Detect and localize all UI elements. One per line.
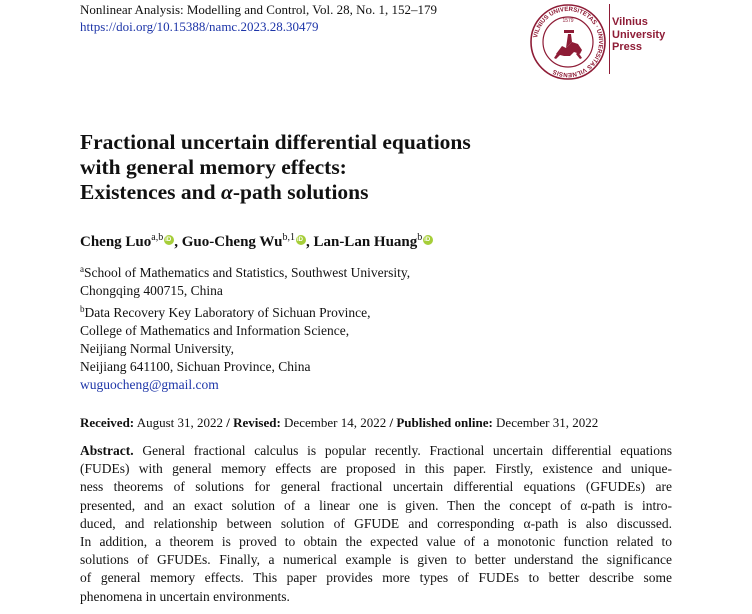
- abstract-line: phenomena in uncertain environments.: [80, 588, 290, 604]
- orcid-icon[interactable]: [164, 235, 174, 245]
- published-label: Published online:: [396, 415, 493, 430]
- publisher-name: [612, 16, 665, 54]
- author-affiliation-marker: b,1: [282, 232, 295, 243]
- seal-ring-text: VILNIUS UNIVERSITETAS · UNIVERSITAS VILNENSIS: [532, 5, 605, 79]
- abstract: [80, 442, 672, 606]
- affiliation-marker: a: [80, 264, 84, 274]
- affiliation-line: Neijiang Normal University,: [80, 341, 234, 356]
- seal-year: 1579: [562, 18, 574, 24]
- revised-label: Revised:: [233, 415, 281, 430]
- abstract-line: presented, and an exact solution of a linear one is given. Then the concept of α-path is intro-: [80, 497, 672, 513]
- orcid-icon[interactable]: [296, 235, 306, 245]
- orcid-icon[interactable]: [423, 235, 433, 245]
- abstract-line: of general memory effects. This paper provides more types of FUDEs to better describe some: [80, 570, 672, 586]
- affiliation-marker: b: [80, 304, 85, 314]
- affiliation-line: Data Recovery Key Laboratory of Sichuan Province,: [84, 305, 371, 320]
- affiliation-line: Neijiang 641100, Sichuan Province, China: [80, 359, 311, 374]
- received-date: August 31, 2022: [136, 415, 223, 430]
- author-name: Cheng Luo: [80, 234, 152, 250]
- journal-citation: Nonlinear Analysis: Modelling and Control, Vol. 28, No. 1, 152–179: [80, 2, 438, 17]
- seal-icon: [528, 2, 608, 82]
- publisher-line-3: Press: [612, 41, 642, 53]
- abstract-line: duced, and relationship between solution of GFUDE and corresponding α-path is also discussed.: [80, 515, 672, 531]
- published-date: December 31, 2022: [496, 415, 599, 430]
- title-line-3: [80, 180, 471, 205]
- publisher-line-2: University: [612, 28, 666, 41]
- email-link[interactable]: wuguocheng@gmail.com: [80, 377, 219, 392]
- affiliation-line: Chongqing 400715, China: [80, 283, 223, 298]
- revised-date: December 14, 2022: [284, 415, 387, 430]
- doi-link[interactable]: https://doi.org/10.15388/namc.2023.28.30479: [80, 19, 319, 34]
- title-line-1: Fractional uncertain differential equations: [80, 130, 471, 154]
- abstract-line: solutions of GFUDEs. Finally, a numerical example is given to better understand the significance: [80, 552, 672, 568]
- author-affiliation-marker: b: [417, 232, 423, 243]
- received-label: Received:: [80, 415, 135, 430]
- author-affiliation-marker: a,b: [151, 232, 164, 243]
- date-separator: /: [226, 415, 230, 430]
- title-alpha-symbol: α: [220, 180, 233, 204]
- abstract-line: ness theorems of solutions for general fractional uncertain differential equations (GFUDEs) are: [80, 479, 672, 495]
- paper-title: [80, 130, 471, 205]
- title-line-2: with general memory effects:: [80, 155, 347, 179]
- abstract-line: [80, 442, 672, 460]
- date-separator: /: [389, 415, 394, 430]
- title-line-3-prefix: Existences and: [80, 180, 221, 204]
- abstract-line: (FUDEs) with general memory effects are proposed in this paper. Firstly, existence and unique-: [80, 461, 672, 477]
- author-name: Guo-Cheng Wu: [181, 234, 283, 250]
- title-line-3-suffix: -path solutions: [232, 180, 369, 204]
- author-name: Lan-Lan Huang: [313, 234, 418, 250]
- publisher-line-1: Vilnius: [612, 16, 648, 28]
- affiliation-line: College of Mathematics and Information Science,: [80, 323, 350, 338]
- affiliation-b: [80, 304, 371, 394]
- affiliation-line: School of Mathematics and Statistics, Southwest University,: [84, 265, 411, 280]
- logo-divider: [609, 4, 610, 74]
- abstract-label: Abstract.: [80, 443, 134, 458]
- affiliation-a: [80, 264, 410, 300]
- abstract-line: In addition, a theorem is proved to obtain the expected value of a monotonic function related to: [80, 533, 672, 549]
- publication-dates: [80, 414, 598, 431]
- abstract-text: General fractional calculus is popular recently. Fractional uncertain differential equations: [142, 443, 673, 458]
- author-list: Cheng Luo$^{a,b}$iD , Guo-Cheng Wu$^{b,1}$iD , Lan-Lan Huang$^b$iD: [80, 232, 433, 252]
